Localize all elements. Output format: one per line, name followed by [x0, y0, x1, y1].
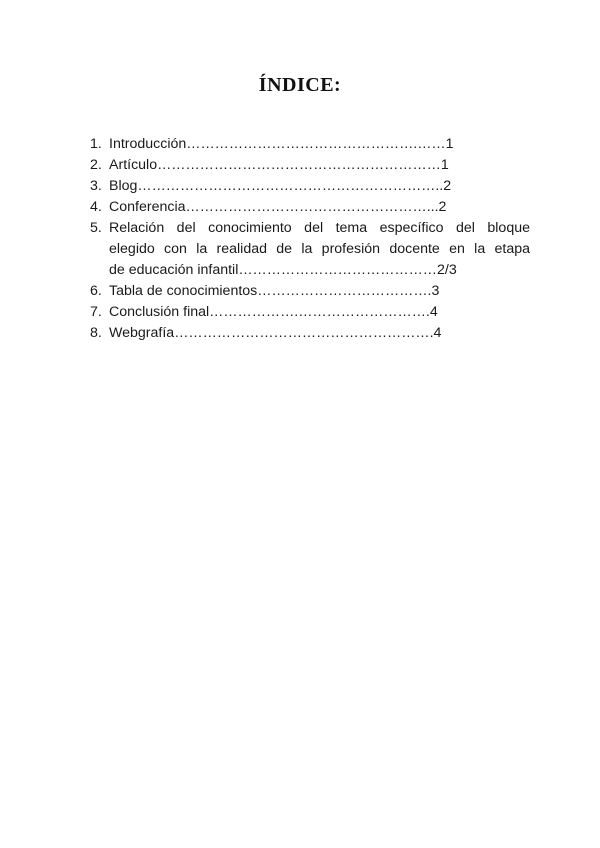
toc-item-text-line-1: Relación del conocimiento del tema específico del bloque	[109, 220, 530, 236]
toc-item-text: Blog………………………………………………………..2	[109, 178, 452, 194]
toc-item-8	[90, 323, 530, 344]
toc-item-number: 5.	[90, 220, 102, 236]
toc-item-text-line-2: elegido con la realidad de la profesión docente en la etapa	[109, 241, 530, 257]
toc-item-1	[90, 134, 530, 155]
toc-item-6	[90, 281, 530, 302]
toc-item-text: Artículo……………………………………………………1	[109, 157, 449, 173]
toc-item-3	[90, 176, 530, 197]
toc-item-5	[90, 218, 530, 281]
toc-item-text: Conclusión final……………….……………………….4	[109, 304, 438, 320]
toc-item-7	[90, 302, 530, 323]
toc-item-number: 3.	[90, 178, 102, 194]
toc-item-number: 7.	[90, 304, 102, 320]
table-of-contents	[90, 134, 530, 344]
toc-item-number: 4.	[90, 199, 102, 215]
toc-item-text: Introducción………………………………………….……1	[109, 136, 454, 152]
toc-item-number: 2.	[90, 157, 102, 173]
toc-item-number: 6.	[90, 283, 102, 299]
toc-item-text: Tabla de conocimientos……………………………….3	[109, 283, 440, 299]
toc-item-text-line-3: de educación infantil……………………………………2/3	[109, 262, 457, 278]
toc-item-number: 1.	[90, 136, 102, 152]
toc-item-text: Webgrafía……………………………………………….4	[109, 325, 442, 341]
toc-item-4	[90, 197, 530, 218]
page-title: ÍNDICE:	[258, 74, 342, 96]
toc-item-2	[90, 155, 530, 176]
toc-item-text: Conferencia……………………………………………...2	[109, 199, 447, 215]
toc-item-number: 8.	[90, 325, 102, 341]
